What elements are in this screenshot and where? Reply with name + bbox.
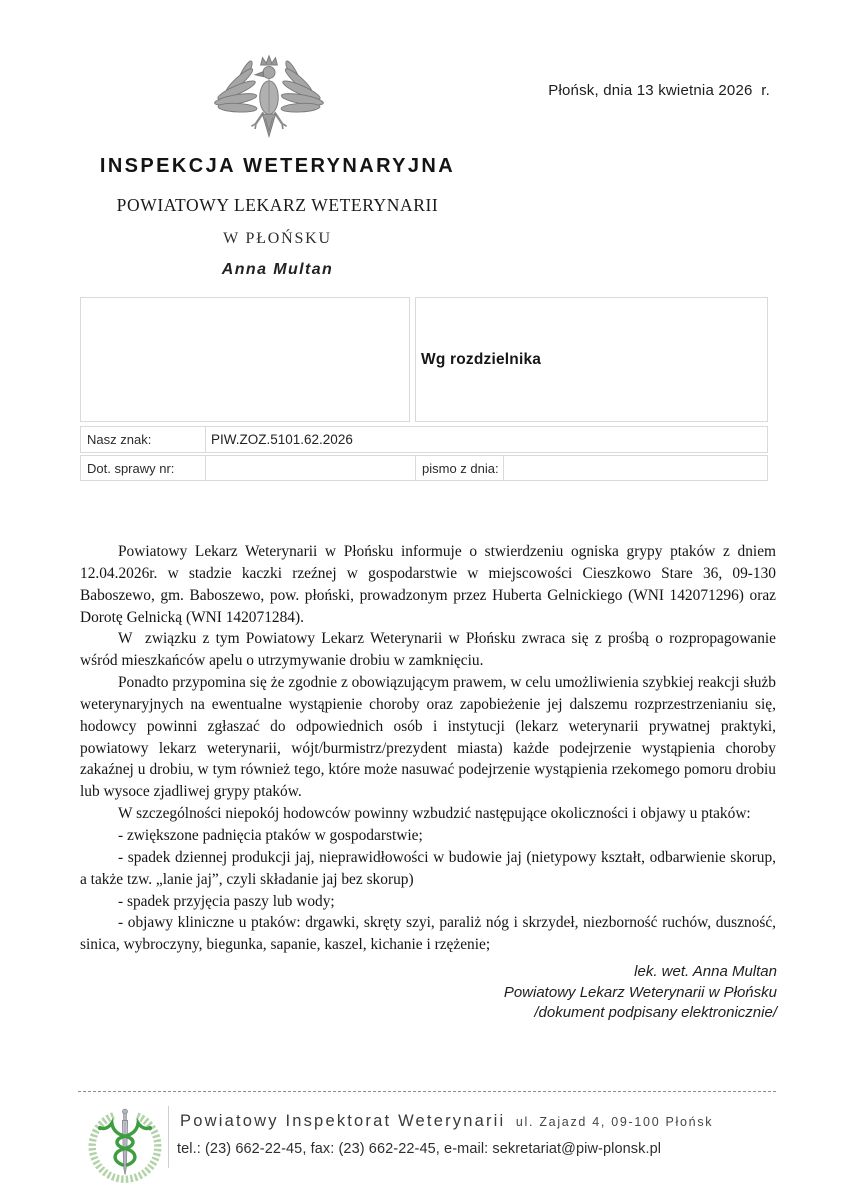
sender-cell-empty — [80, 297, 410, 422]
paragraph-appeal: W związku z tym Powiatowy Lekarz Weterynarii w Płońsku zwraca się z prośbą o rozpropagowanie wśród mieszkańców apelu o utrzymywanie drobiu w zamknięciu. — [80, 630, 776, 670]
paragraph-symptoms-intro: W szczególności niepokój hodowców powinny wzbudzić następujące okoliczności i objawy u ptaków: — [118, 805, 751, 823]
signature-block — [504, 962, 777, 1024]
footer-vertical-divider — [168, 1106, 169, 1168]
footer-org-address: ul. Zajazd 4, 09-100 Płońsk — [515, 1115, 714, 1129]
date-line: Płońsk, dnia 13 kwietnia 2026 r. — [548, 82, 770, 99]
our-ref-value: PIW.ZOZ.5101.62.2026 — [205, 426, 768, 453]
bullet-clinical-signs: - objawy kliniczne u ptaków: drgawki, skręty szyi, paraliż nóg i skrzydeł, niezborność ruchów, duszność, sinica, wybroczyny, biegunka, sapanie, kaszel, kichanie i rzężenie; — [80, 914, 776, 954]
signature-note: /dokument podpisany elektronicznie/ — [534, 1004, 777, 1021]
letter-date-value — [503, 455, 768, 481]
footer-contact-line: tel.: (23) 662-22-45, fax: (23) 662-22-45, e-mail: sekretariat@piw-plonsk.pl — [177, 1141, 662, 1157]
signature-title: Powiatowy Lekarz Weterynarii w Płońsku — [503, 983, 777, 1001]
recipient-cell — [415, 297, 768, 422]
paragraph-reporting-duty: Ponadto przypomina się że zgodnie z obowiązującym prawem, w celu umożliwienia szybkiej reakcji służb weterynaryjnych na ewentualne wystąpienie choroby oraz zapobieżenie jej dalszemu rozprzestrzenianiu się, hodowcy powinni zgłaszać do odpowiednich osób i instytucji (lekarz weterynarii prywatnej praktyki, powiatowy lekarz weterynarii, wójt/burmistrz/prezydent miasta) każde podejrzenie wystąpienia choroby zakaźnej u drobiu, w tym również tego, które może nasuwać podejrzenie wystąpienia rzekomego pomoru drobiu lub wysoce zjadliwej grypy ptaków. — [80, 674, 776, 801]
letterhead — [80, 155, 475, 279]
inspection-title: INSPEKCJA WETERYNARYJNA — [99, 155, 456, 177]
office-title: POWIATOWY LEKARZ WETERYNARII — [116, 195, 439, 215]
letter-date-label: pismo z dnia: — [415, 455, 504, 481]
officer-name: Anna Multan — [221, 261, 334, 278]
paragraph-outbreak-info: Powiatowy Lekarz Weterynarii w Płońsku informuje o stwierdzeniu ogniska grypy ptaków z dniem 12.04.2026r. w stadzie kaczki rzeźnej w gospodarstwie w miejscowości Cieszkowo Stare 36, 09-130 Baboszewo, gm. Baboszewo, pow. płoński, prowadzonym przez Huberta Gelnickiego (WNI 142071296) oraz Dorotę Gelnicką (WNI 142071284). — [80, 543, 776, 626]
case-number-label: Dot. sprawy nr: — [80, 455, 206, 481]
veterinary-caduceus-icon — [84, 1098, 166, 1194]
footer-org-name: Powiatowy Inspektorat Weterynarii — [180, 1112, 506, 1130]
footer-org-line — [180, 1112, 713, 1131]
signature-name: lek. wet. Anna Multan — [634, 963, 777, 980]
our-ref-label: Nasz znak: — [80, 426, 206, 453]
letter-body — [80, 541, 776, 956]
recipient-text: Wg rozdzielnika — [421, 350, 542, 368]
bullet-increased-deaths: - zwiększone padnięcia ptaków w gospodarstwie; — [118, 826, 423, 844]
bullet-egg-production: - spadek dziennej produkcji jaj, nieprawidłowości w budowie jaj (nietypowy kształt, odbarwienie skorup, a także tzw. „lanie jaj”, czyli składanie jaj bez skorup) — [80, 848, 776, 888]
polish-eagle-icon — [213, 53, 325, 155]
case-number-value — [205, 455, 416, 481]
bullet-feed-water: - spadek przyjęcia paszy lub wody; — [118, 892, 335, 910]
footer-divider-line — [78, 1091, 776, 1092]
office-city: W PŁOŃSKU — [223, 230, 332, 247]
